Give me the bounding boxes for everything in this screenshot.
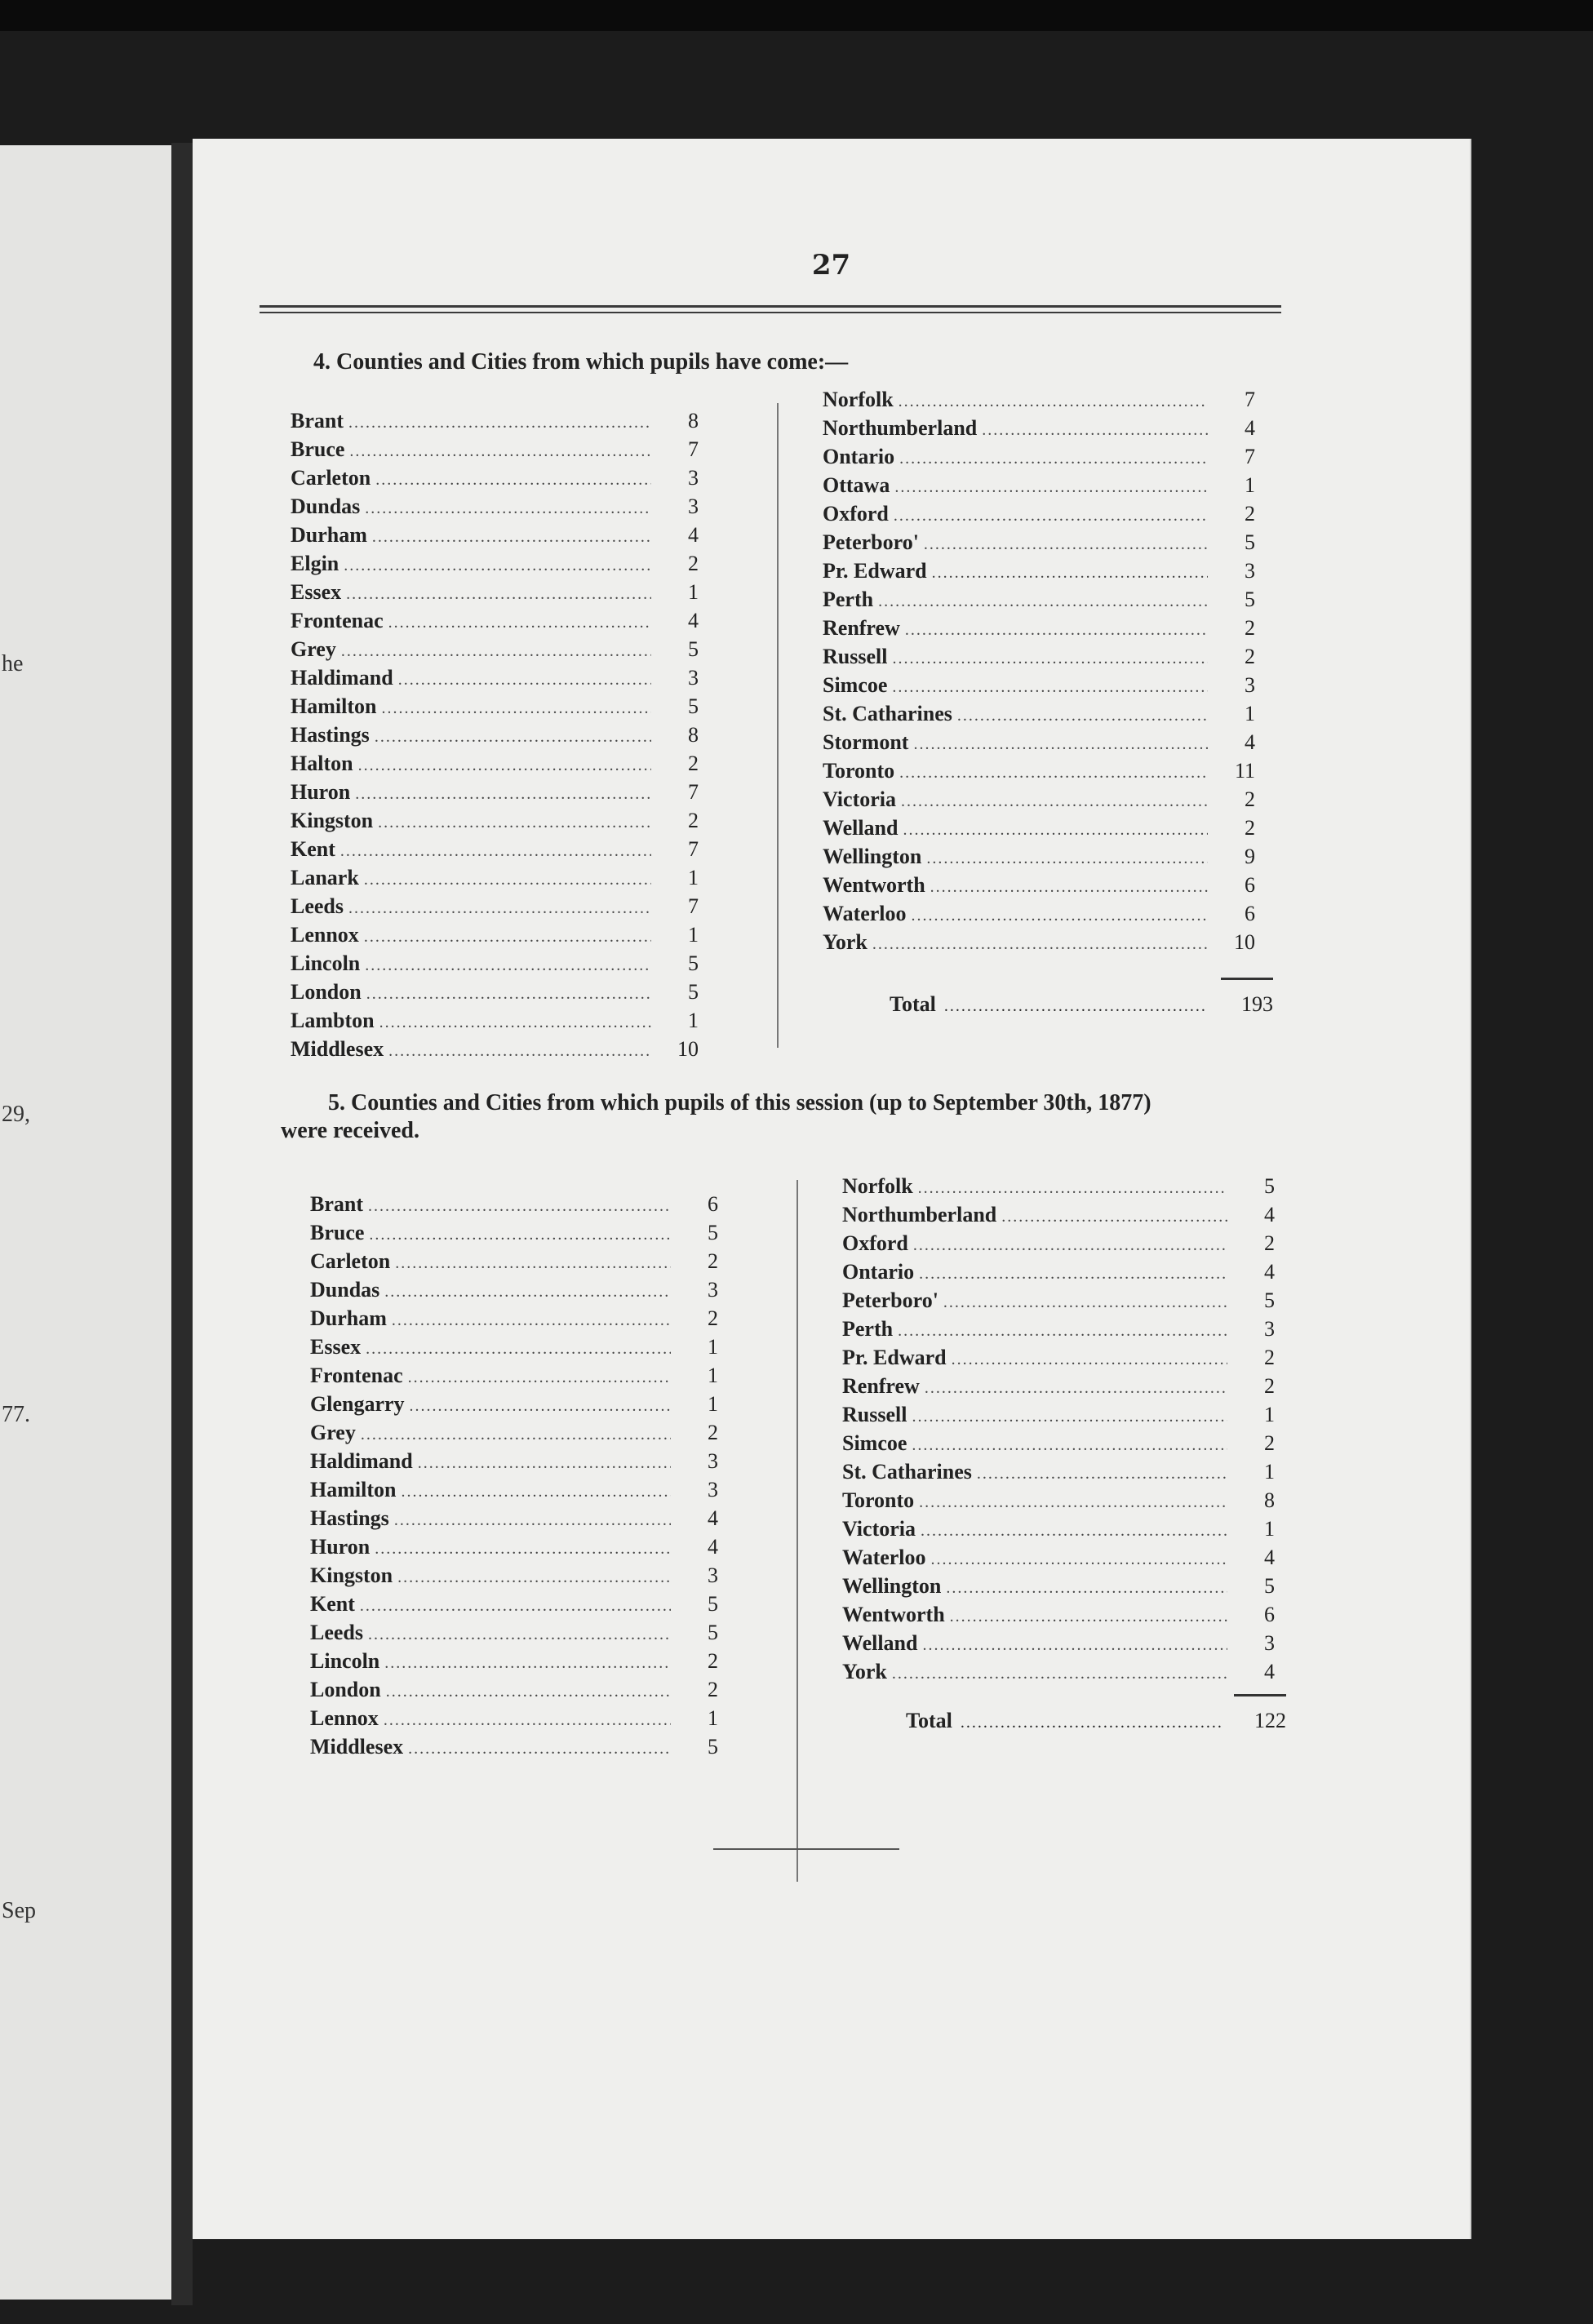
county-name: Norfolk — [842, 1174, 913, 1198]
county-row — [842, 1286, 1275, 1315]
section-4-heading: 4. Counties and Cities from which pupils have come:— — [313, 349, 849, 375]
county-name: Renfrew — [823, 616, 900, 640]
county-name: Kent — [310, 1592, 355, 1616]
pupil-count: 5 — [688, 951, 699, 975]
county-row — [823, 699, 1255, 728]
county-name: Norfolk — [823, 388, 894, 411]
pupil-count: 8 — [688, 409, 699, 432]
left-page-fragment: 29, — [2, 1102, 30, 1127]
pupil-count: 5 — [1264, 1174, 1275, 1198]
county-name: Pr. Edward — [823, 559, 927, 583]
pupil-count: 1 — [1264, 1460, 1275, 1484]
county-row — [823, 414, 1255, 442]
county-row — [823, 642, 1255, 671]
pupil-count: 5 — [1264, 1574, 1275, 1598]
county-name: Carleton — [291, 466, 371, 490]
pupil-count: 3 — [708, 1563, 718, 1587]
county-row — [291, 406, 699, 435]
pupil-count: 2 — [688, 809, 699, 832]
county-row — [310, 1590, 718, 1618]
pupil-count: 3 — [688, 466, 699, 490]
county-name: Wentworth — [842, 1603, 945, 1626]
county-name: Brant — [310, 1192, 363, 1216]
pupil-count: 6 — [1245, 902, 1255, 925]
county-name: Ontario — [842, 1260, 915, 1284]
pupil-count: 5 — [708, 1621, 718, 1644]
pupil-count: 4 — [1264, 1660, 1275, 1683]
county-row — [291, 635, 699, 663]
county-name: Victoria — [823, 787, 896, 811]
county-row — [310, 1218, 718, 1247]
pupil-count: 5 — [688, 980, 699, 1004]
pupil-count: 5 — [1245, 530, 1255, 554]
pupil-count: 5 — [688, 637, 699, 661]
county-name: Essex — [310, 1335, 362, 1359]
total-label: Total — [906, 1709, 952, 1732]
county-name: Ontario — [823, 445, 895, 468]
county-name: Dundas — [291, 495, 361, 518]
county-name: Lambton — [291, 1009, 375, 1032]
county-row — [823, 528, 1255, 557]
pupil-count: 5 — [1264, 1288, 1275, 1312]
pupil-count: 3 — [688, 495, 699, 518]
county-name: Hastings — [291, 723, 370, 747]
header-rule — [260, 305, 1281, 308]
county-name: Northumberland — [842, 1203, 997, 1226]
pupil-count: 4 — [1264, 1546, 1275, 1569]
county-row — [842, 1457, 1275, 1486]
pupil-count: 5 — [708, 1221, 718, 1244]
county-name: Middlesex — [310, 1735, 404, 1759]
county-row — [291, 549, 699, 578]
pupil-count: 5 — [688, 694, 699, 718]
county-name: Leeds — [310, 1621, 363, 1644]
document-page — [193, 139, 1470, 2239]
section-5-heading-continued: were received. — [281, 1118, 419, 1143]
county-row — [823, 928, 1255, 956]
county-name: Northumberland — [823, 416, 978, 440]
pupil-count: 2 — [1264, 1346, 1275, 1369]
pupil-count: 1 — [708, 1364, 718, 1387]
county-row — [823, 814, 1255, 842]
county-name: Durham — [310, 1306, 387, 1330]
county-name: Halton — [291, 752, 353, 775]
left-page-fragment: Sep — [2, 1898, 36, 1923]
pupil-count: 10 — [677, 1037, 699, 1061]
pupil-count: 10 — [1234, 930, 1255, 954]
county-name: Stormont — [823, 730, 909, 754]
county-row — [310, 1333, 718, 1361]
pupil-count: 1 — [708, 1392, 718, 1416]
county-name: Huron — [310, 1535, 371, 1559]
county-name: Welland — [823, 816, 899, 840]
pupil-count: 1 — [708, 1706, 718, 1730]
county-name: Frontenac — [291, 609, 384, 632]
county-name: Waterloo — [842, 1546, 926, 1569]
county-row — [823, 671, 1255, 699]
pupil-count: 3 — [708, 1478, 718, 1501]
pupil-count: 2 — [1245, 787, 1255, 811]
pupil-count: 1 — [708, 1335, 718, 1359]
county-name: Essex — [291, 580, 342, 604]
pupil-count: 2 — [1245, 645, 1255, 668]
county-row — [310, 1647, 718, 1675]
left-page-edge — [0, 145, 171, 2300]
scan-top-border — [0, 0, 1593, 31]
pupil-count: 7 — [688, 894, 699, 918]
county-name: Toronto — [823, 759, 895, 783]
county-name: Perth — [842, 1317, 894, 1341]
pupil-count: 1 — [688, 1009, 699, 1032]
county-row — [842, 1486, 1275, 1515]
county-name: Bruce — [310, 1221, 365, 1244]
county-row — [291, 863, 699, 892]
pupil-count: 2 — [1264, 1431, 1275, 1455]
pupil-count: 3 — [708, 1278, 718, 1302]
pupil-count: 4 — [1264, 1203, 1275, 1226]
county-row — [823, 756, 1255, 785]
pupil-count: 4 — [1245, 416, 1255, 440]
total-value: 193 — [1241, 992, 1273, 1016]
section-5-total — [906, 1709, 1286, 1733]
county-row — [291, 435, 699, 463]
pupil-count: 2 — [1264, 1231, 1275, 1255]
county-name: Haldimand — [310, 1449, 413, 1473]
pupil-count: 1 — [1264, 1403, 1275, 1426]
county-name: Russell — [842, 1403, 907, 1426]
county-row — [842, 1543, 1275, 1572]
section-4-left-list — [291, 406, 699, 1063]
page-number: 27 — [811, 249, 851, 282]
pupil-count: 6 — [708, 1192, 718, 1216]
county-row — [291, 692, 699, 721]
county-name: Hastings — [310, 1506, 389, 1530]
county-row — [310, 1532, 718, 1561]
county-name: Wellington — [842, 1574, 942, 1598]
pupil-count: 5 — [1245, 588, 1255, 611]
pupil-count: 4 — [708, 1506, 718, 1530]
county-name: Lincoln — [291, 951, 361, 975]
county-name: Lanark — [291, 866, 359, 889]
pupil-count: 6 — [1264, 1603, 1275, 1626]
county-row — [310, 1247, 718, 1275]
county-name: Dundas — [310, 1278, 380, 1302]
county-row — [310, 1190, 718, 1218]
county-row — [291, 663, 699, 692]
county-row — [291, 749, 699, 778]
county-name: Carleton — [310, 1249, 391, 1273]
county-row — [310, 1475, 718, 1504]
pupil-count: 2 — [1245, 616, 1255, 640]
county-name: London — [310, 1678, 381, 1701]
county-row — [842, 1315, 1275, 1343]
pupil-count: 2 — [708, 1306, 718, 1330]
total-label: Total — [890, 992, 936, 1016]
county-row — [291, 521, 699, 549]
pupil-count: 1 — [688, 923, 699, 947]
county-row — [310, 1504, 718, 1532]
county-row — [823, 785, 1255, 814]
left-page-fragment: 77. — [2, 1402, 30, 1427]
county-name: Ottawa — [823, 473, 890, 497]
pupil-count: 1 — [688, 580, 699, 604]
county-row — [291, 1006, 699, 1035]
column-divider — [796, 1180, 798, 1882]
county-name: Wellington — [823, 845, 922, 868]
county-row — [842, 1229, 1275, 1257]
pupil-count: 3 — [1264, 1317, 1275, 1341]
county-name: Renfrew — [842, 1374, 920, 1398]
pupil-count: 8 — [1264, 1488, 1275, 1512]
county-row — [291, 978, 699, 1006]
county-row — [823, 728, 1255, 756]
pupil-count: 2 — [708, 1649, 718, 1673]
county-name: Leeds — [291, 894, 344, 918]
county-row — [291, 606, 699, 635]
county-row — [310, 1361, 718, 1390]
left-page-fragment: he — [2, 651, 24, 676]
county-row — [291, 892, 699, 920]
county-row — [291, 1035, 699, 1063]
pupil-count: 1 — [688, 866, 699, 889]
section-5-left-list — [310, 1190, 718, 1761]
county-name: Huron — [291, 780, 351, 804]
county-name: Simcoe — [823, 673, 888, 697]
county-name: Oxford — [823, 502, 889, 526]
county-name: Hamilton — [291, 694, 377, 718]
pupil-count: 3 — [1245, 673, 1255, 697]
county-name: St. Catharines — [842, 1460, 972, 1484]
county-name: Lennox — [310, 1706, 379, 1730]
county-name: Pr. Edward — [842, 1346, 947, 1369]
county-name: Bruce — [291, 437, 345, 461]
county-row — [842, 1515, 1275, 1543]
header-rule — [260, 312, 1281, 313]
county-row — [310, 1418, 718, 1447]
pupil-count: 3 — [1245, 559, 1255, 583]
county-name: Peterboro' — [842, 1288, 938, 1312]
county-name: Hamilton — [310, 1478, 397, 1501]
county-name: Durham — [291, 523, 367, 547]
county-row — [291, 778, 699, 806]
county-name: Peterboro' — [823, 530, 919, 554]
county-name: Lincoln — [310, 1649, 380, 1673]
county-row — [823, 557, 1255, 585]
pupil-count: 5 — [708, 1735, 718, 1759]
county-row — [310, 1447, 718, 1475]
county-row — [842, 1343, 1275, 1372]
section-4-right-list — [823, 385, 1255, 956]
pupil-count: 2 — [1245, 502, 1255, 526]
pupil-count: 4 — [1245, 730, 1255, 754]
total-rule — [1234, 1694, 1286, 1696]
county-row — [291, 920, 699, 949]
pupil-count: 8 — [688, 723, 699, 747]
pupil-count: 2 — [1245, 816, 1255, 840]
book-spine — [171, 143, 193, 2305]
pupil-count: 2 — [708, 1249, 718, 1273]
pupil-count: 2 — [708, 1421, 718, 1444]
county-name: Elgin — [291, 552, 339, 575]
county-row — [842, 1629, 1275, 1657]
pupil-count: 2 — [688, 552, 699, 575]
county-name: Wentworth — [823, 873, 925, 897]
section-5-heading: 5. Counties and Cities from which pupils of this session (up to September 30th, 1877) — [328, 1090, 1151, 1115]
column-divider — [777, 403, 779, 1048]
county-row — [823, 385, 1255, 414]
county-row — [291, 806, 699, 835]
county-row — [310, 1704, 718, 1732]
county-row — [310, 1732, 718, 1761]
county-name: Middlesex — [291, 1037, 384, 1061]
total-rule — [1221, 978, 1273, 980]
pupil-count: 4 — [688, 523, 699, 547]
pupil-count: 2 — [708, 1678, 718, 1701]
county-row — [291, 835, 699, 863]
pupil-count: 7 — [688, 837, 699, 861]
pupil-count: 9 — [1245, 845, 1255, 868]
county-name: Simcoe — [842, 1431, 907, 1455]
county-name: Grey — [291, 637, 336, 661]
county-name: Glengarry — [310, 1392, 405, 1416]
county-name: Perth — [823, 588, 874, 611]
county-row — [823, 499, 1255, 528]
pupil-count: 4 — [688, 609, 699, 632]
county-name: Welland — [842, 1631, 918, 1655]
pupil-count: 7 — [688, 780, 699, 804]
county-row — [310, 1561, 718, 1590]
pupil-count: 7 — [1245, 388, 1255, 411]
county-name: Brant — [291, 409, 344, 432]
pupil-count: 3 — [1264, 1631, 1275, 1655]
county-row — [823, 842, 1255, 871]
county-row — [823, 471, 1255, 499]
county-name: Lennox — [291, 923, 359, 947]
county-row — [823, 899, 1255, 928]
county-row — [310, 1675, 718, 1704]
county-name: York — [842, 1660, 887, 1683]
pupil-count: 11 — [1234, 759, 1255, 783]
county-row — [842, 1400, 1275, 1429]
county-name: Frontenac — [310, 1364, 403, 1387]
county-row — [310, 1304, 718, 1333]
county-row — [310, 1390, 718, 1418]
county-name: Oxford — [842, 1231, 908, 1255]
pupil-count: 5 — [708, 1592, 718, 1616]
county-row — [291, 492, 699, 521]
county-row — [842, 1429, 1275, 1457]
county-row — [823, 585, 1255, 614]
county-row — [291, 463, 699, 492]
county-name: Waterloo — [823, 902, 907, 925]
county-name: Kent — [291, 837, 335, 861]
pupil-count: 6 — [1245, 873, 1255, 897]
county-row — [291, 949, 699, 978]
pupil-count: 7 — [1245, 445, 1255, 468]
county-row — [842, 1200, 1275, 1229]
end-rule — [713, 1848, 899, 1850]
total-value: 122 — [1254, 1709, 1286, 1732]
pupil-count: 1 — [1264, 1517, 1275, 1541]
county-name: Grey — [310, 1421, 356, 1444]
county-name: Victoria — [842, 1517, 916, 1541]
pupil-count: 4 — [708, 1535, 718, 1559]
county-row — [842, 1257, 1275, 1286]
county-name: Toronto — [842, 1488, 915, 1512]
pupil-count: 1 — [1245, 702, 1255, 725]
county-name: London — [291, 980, 362, 1004]
county-row — [842, 1372, 1275, 1400]
pupil-count: 2 — [688, 752, 699, 775]
pupil-count: 1 — [1245, 473, 1255, 497]
county-row — [842, 1657, 1275, 1686]
county-name: Russell — [823, 645, 888, 668]
county-name: St. Catharines — [823, 702, 952, 725]
county-name: Kingston — [310, 1563, 393, 1587]
county-row — [842, 1600, 1275, 1629]
county-name: York — [823, 930, 867, 954]
section-4-total — [890, 992, 1273, 1017]
county-row — [842, 1172, 1275, 1200]
county-name: Haldimand — [291, 666, 393, 690]
county-row — [310, 1618, 718, 1647]
county-row — [823, 871, 1255, 899]
pupil-count: 3 — [688, 666, 699, 690]
pupil-count: 2 — [1264, 1374, 1275, 1398]
county-name: Kingston — [291, 809, 374, 832]
pupil-count: 7 — [688, 437, 699, 461]
county-row — [823, 614, 1255, 642]
county-row — [823, 442, 1255, 471]
county-row — [842, 1572, 1275, 1600]
county-row — [291, 721, 699, 749]
county-row — [310, 1275, 718, 1304]
pupil-count: 4 — [1264, 1260, 1275, 1284]
section-5-right-list — [842, 1172, 1275, 1686]
county-row — [291, 578, 699, 606]
pupil-count: 3 — [708, 1449, 718, 1473]
